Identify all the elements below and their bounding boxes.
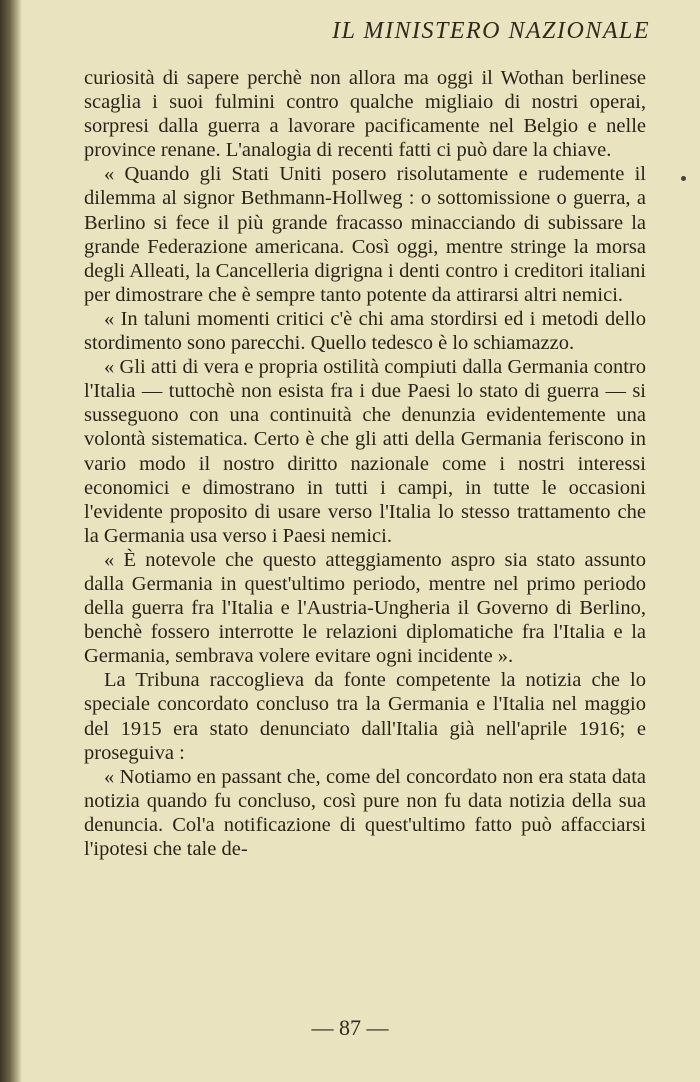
paragraph-6: La Tribuna raccoglieva da fonte competente la notizia che lo speciale concordato concluso tra la Germania e l'Italia nel maggio del 1915 era stato denunciato dall'Italia già nell'aprile 1916; e proseguiva : [84,669,646,764]
paper-speck [681,176,686,181]
paragraph-1: curiosità di sapere perchè non allora ma oggi il Wothan berlinese scaglia i suoi fulmini contro qualche migliaio di nostri operai, sorpresi dalla guerra a lavorare pacificamente nel Belgio e nelle province renane. L'analogia di recenti fatti ci può dare la chiave. [84,67,646,162]
paragraph-4: « Gli atti di vera e propria ostilità compiuti dalla Germania contro l'Italia — tuttochè non esista fra i due Paesi lo stato di guerra — si susseguono con una continuità che denunzia evidentemente una volontà sistematica. Certo è che gli atti della Germania feriscono in vario modo il nostro diritto nazionale come i nostri interessi economici e dimostrano in tutti i campi, in tutte le occasioni l'evidente proposito di usare verso l'Italia lo stesso trattamento che la Germania usa verso i Paesi nemici. [84,356,646,547]
paragraph-3: « In taluni momenti critici c'è chi ama stordirsi ed i metodi dello stordimento sono parecchi. Quello tedesco è lo schiamazzo. [84,307,646,355]
paragraph-7: « Notiamo en passant che, come del concordato non era stata data notizia quando fu concluso, così pure non fu data notizia della sua denuncia. Col'a notificazione di quest'ultimo fatto può affacciarsi l'ipotesi che tale de- [84,765,646,860]
page-number: — 87 — [311,1015,389,1040]
paragraph-5: « È notevole che questo atteggiamento aspro sia stato assunto dalla Germania in quest'ultimo periodo, mentre nel primo periodo della guerra fra l'Italia e l'Austria-Ungheria il Governo di Berlino, benchè fossero interrotte le relazioni diplomatiche fra l'Italia e la Germania, sembrava volere evitare ogni incidente ». [84,548,646,668]
running-header: IL MINISTERO NAZIONALE [332,18,650,44]
book-spine-shadow [0,0,22,1082]
paragraph-2: « Quando gli Stati Uniti posero risolutamente e rudemente il dilemma al signor Bethmann-Hollweg : o sottomissione o guerra, a Berlino si fece il più grande fracasso minacciando di subissare la grande Federazione americana. Così oggi, mentre stringe la morsa degli Alleati, la Cancelleria digrigna i denti contro i creditori italiani per dimostrare che è sempre tanto potente da attirarsi altri nemici. [84,163,646,306]
page-body [84,66,646,861]
